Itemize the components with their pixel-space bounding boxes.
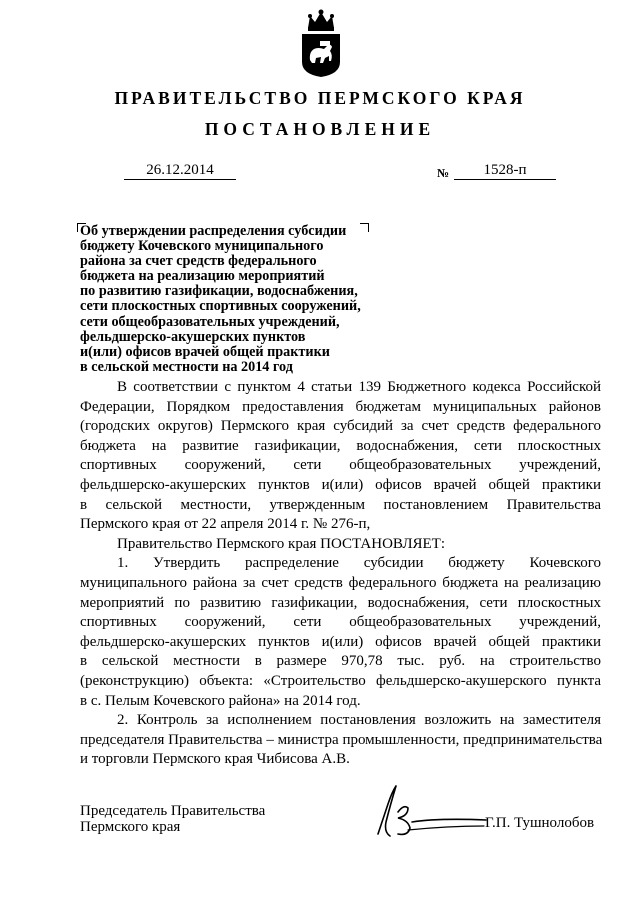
text-line: 1. Утвердить распределение субсидии бюджету Кочевского	[117, 555, 601, 572]
subject-line: района за счет средств федерального	[80, 253, 317, 270]
text-line: спортивных сооружений, сети общеобразовательных учреждений,	[80, 614, 601, 631]
subject-line: Об утверждении распределения субсидии	[80, 223, 347, 239]
text-line: муниципального района за счет средств федерального бюджета на реализацию	[80, 574, 601, 591]
signer-name: Г.П. Тушнолобов	[485, 815, 595, 831]
preamble-paragraph	[80, 378, 601, 535]
text-line: В соответствии с пунктом 4 статьи 139 Бюджетного кодекса Российской	[117, 379, 601, 395]
government-title: ПРАВИТЕЛЬСТВО ПЕРМСКОГО КРАЯ	[114, 88, 526, 108]
text-line: фельдшерско-акушерских пунктов и(или) офисов врачей общей практики	[80, 476, 601, 493]
text-line: фельдшерско-акушерских пунктов и(или) офисов врачей общей практики	[80, 633, 601, 650]
subject-line: сети плоскостных спортивных сооружений,	[80, 298, 361, 315]
text-line: в с. Пелым Кочевского района» на 2014 год.	[80, 692, 361, 709]
text-line: спортивных сооружений, сети общеобразовательных учреждений,	[80, 457, 601, 474]
subject-line: в сельской местности на 2014 год	[80, 358, 293, 375]
document-body	[80, 378, 601, 770]
document-subject	[80, 224, 410, 375]
position-line: Председатель Правительства	[80, 803, 266, 819]
text-line: в сельской местности в размере 970,78 тыс. руб. на строительство	[80, 653, 601, 670]
clause-2	[80, 711, 601, 770]
registration-date: 26.12.2014	[124, 161, 236, 180]
subject-line: сети общеобразовательных учреждений,	[80, 313, 340, 330]
text-line: в сельской местности, утвержденным постановлением Правительства	[80, 496, 601, 513]
document-type: ПОСТАНОВЛЕНИЕ	[204, 119, 436, 139]
text-line: Пермского края от 22 апреля 2014 г. № 276-п,	[80, 516, 371, 533]
subject-line: бюджета на реализацию мероприятий	[80, 268, 325, 285]
text-line: мероприятий по развитию газификации, водоснабжения, сети плоскостных	[80, 594, 601, 611]
subject-line: и(или) офисов врачей общей практики	[80, 343, 330, 360]
text-line: Правительство Пермского края ПОСТАНОВЛЯЕТ:	[117, 535, 446, 552]
text-line: и торговли Пермского края Чибисова А.В.	[80, 751, 350, 768]
text-line: 2. Контроль за исполнением постановления возложить на заместителя	[117, 712, 601, 729]
text-line: (реконструкцию) объекта: «Строительство фельдшерско-акушерского пункта	[80, 672, 601, 689]
subject-line: бюджету Кочевского муниципального	[80, 238, 324, 255]
resolution-intro	[80, 535, 601, 555]
registration-number: 1528-п	[454, 161, 556, 180]
subject-line: фельдшерско-акушерских пунктов	[80, 328, 306, 345]
signatory-position	[80, 803, 265, 835]
handwritten-signature	[368, 782, 488, 840]
coat-of-arms-icon	[298, 8, 344, 78]
subject-line: по развитию газификации, водоснабжения,	[80, 283, 358, 300]
clause-1	[80, 554, 601, 711]
number-label: №	[437, 166, 450, 180]
text-line: (городских округов) Пермского края субсидий за счет средств федерального	[80, 418, 601, 435]
position-line: Пермского края	[80, 819, 181, 835]
text-line: бюджета на развитие газификации, водоснабжения, сети плоскостных	[80, 437, 601, 454]
text-line: Федерации, Порядком предоставления бюджетам муниципальных районов	[80, 398, 601, 415]
text-line: председателя Правительства – министра промышленности, предпринимательства	[80, 731, 603, 748]
